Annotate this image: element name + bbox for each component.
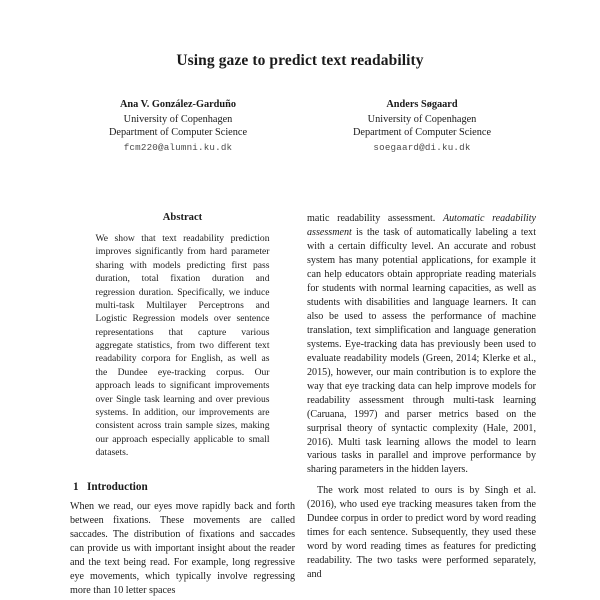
emphasized-term: Automatic readability assessment: [307, 213, 536, 238]
section-number: 1: [73, 481, 79, 494]
author-affiliation-line: University of Copenhagen: [367, 113, 477, 125]
author-email[interactable]: soegaard@di.ku.dk: [373, 142, 471, 154]
author-name: Anders Søgaard: [386, 99, 458, 110]
abstract-heading: Abstract: [162, 212, 203, 223]
author-block: [62, 98, 294, 154]
author-affiliation-line: Department of Computer Science: [352, 127, 492, 139]
paragraph-text-lead: matic readability assessment.: [307, 213, 443, 224]
section-paragraph: When we read, our eyes move rapidly back and forth between fixations. These movements are called saccades. The distribution of fixations and saccades can provide us with important insight about the reader and the text being read. For example, long regressive eye movements, which typically involve regressing more than 10 letter spaces: [70, 501, 295, 597]
author-affiliation-line: University of Copenhagen: [123, 113, 233, 125]
left-column: [70, 212, 295, 598]
section-title: Introduction: [87, 481, 148, 494]
right-column: [307, 212, 536, 600]
section-paragraph: The work most related to ours is by Singh et al. (2016), who used eye tracking measures taken from the Dundee corpus in order to predict word by word reading times for each sentence. Subsequently, they used these word by word reading times as features for predicting readability. The two tasks were performed separately, and: [307, 485, 536, 581]
paragraph-text-rest: is the task of automatically labeling a text with a certain difficulty level. An accurate and robust system has many potential applications, for example it can help educators obtain appropriate reading materials for students with normal learning capacities, as well as students with disabilities and language learners. It can also be used to assess the performance of machine translation, text simplification and language generation systems. Eye-tracking data has previously been used to evaluate readability models (Green, 2014; Klerke et al., 2015), however, our main contribution is to explore the way that eye tracking data can help improve models for readability assessment through multi-task learning (Caruana, 1997) and parser metrics based on the surprisal theory of syntactic complexity (Hale, 2001, 2016). Multi task learning allows the model to learn various tasks in parallel and improve performance by sharing parameters in the hidden layers.: [307, 226, 536, 476]
page-title: Using gaze to predict text readability: [176, 52, 424, 69]
author-email[interactable]: fcm220@alumni.ku.dk: [123, 142, 233, 154]
author-block: [306, 98, 538, 154]
author-name: Ana V. González-Garduño: [119, 99, 237, 110]
author-affiliation-line: Department of Computer Science: [108, 127, 248, 139]
section-heading-introduction: [73, 481, 295, 493]
author-list: [62, 98, 538, 154]
section-paragraph: [307, 212, 536, 477]
abstract-body: We show that text readability prediction improves significantly from hard parameter sharing with models predicting first pass duration, total fixation duration and regression duration. Specifically, we induce multi-task Multilayer Perceptrons and Logistic Regression models over sentence representations that capture various aggregate statistics, from two different text readability corpora for English, as well as the Dundee eye-tracking corpus. Our approach leads to significant improvements over Single task learning and over previous systems. In addition, our improvements are consistent across train sample sizes, making our approach especially applicable to small datasets.: [95, 233, 270, 458]
